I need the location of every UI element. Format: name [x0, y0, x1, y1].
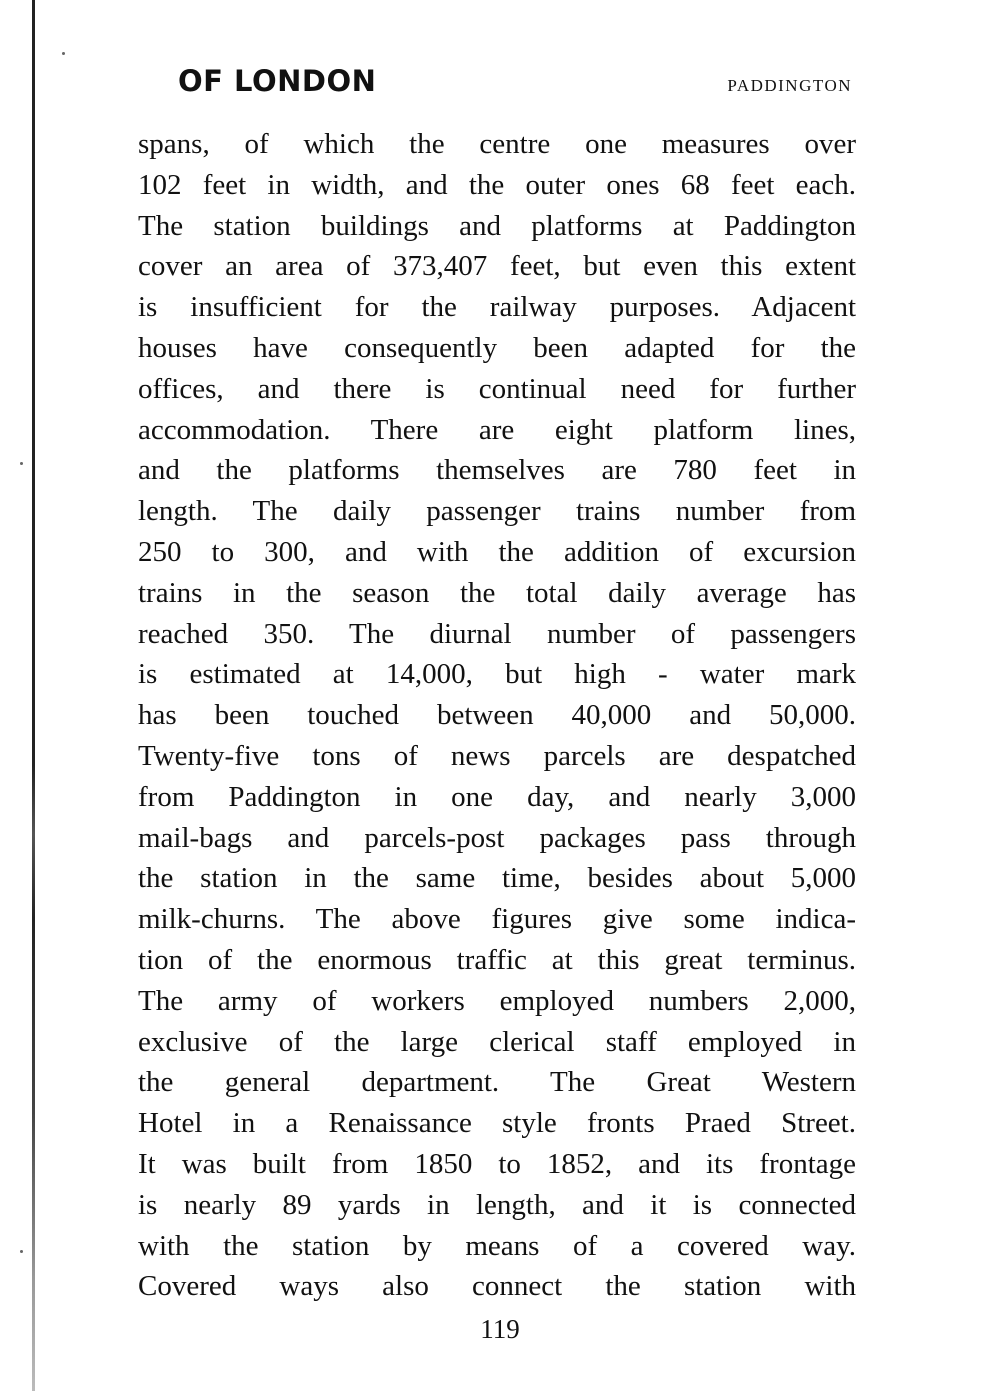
page-number: 119 [480, 1314, 520, 1344]
text-line: Hotel in a Renaissance style fronts Praed Street. [138, 1107, 856, 1140]
text-line: has been touched between 40,000 and 50,000. [138, 699, 856, 732]
binding-speck [20, 1250, 23, 1253]
binding-speck [20, 462, 23, 465]
text-line: Covered ways also connect the station with [138, 1270, 856, 1303]
text-line: milk-churns. The above figures give some indica- [138, 903, 856, 936]
text-line: cover an area of 373,407 feet, but even this extent [138, 250, 856, 283]
text-line: tion of the enormous traffic at this great terminus. [138, 943, 856, 976]
text-line: is nearly 89 yards in length, and it is connected [138, 1188, 856, 1221]
text-line: and the platforms themselves are 780 feet in [138, 454, 856, 487]
running-head-section: PADDINGTON [727, 76, 852, 95]
text-line: is insufficient for the railway purposes. Adjacent [138, 291, 856, 324]
text-line: the general department. The Great Western [138, 1066, 856, 1099]
text-line: Twenty-five tons of news parcels are despatched [138, 739, 856, 772]
text-line: is estimated at 14,000, but high - water mark [138, 658, 856, 691]
text-line: The army of workers employed numbers 2,000, [138, 984, 856, 1017]
text-line: with the station by means of a covered way. [138, 1229, 856, 1262]
running-head-title: OF LONDON [178, 64, 377, 98]
text-line: reached 350. The diurnal number of passengers [138, 617, 856, 650]
text-line: spans, of which the centre one measures over [138, 128, 856, 160]
text-line: mail-bags and parcels-post packages pass through [138, 821, 856, 854]
text-line: the station in the same time, besides about 5,000 [138, 862, 856, 895]
text-line: 102 feet in width, and the outer ones 68 feet each. [138, 168, 856, 201]
binding-edge-line [32, 0, 35, 1391]
text-line: offices, and there is continual need for further [138, 372, 856, 405]
text-line: length. The daily passenger trains number from [138, 495, 856, 528]
binding-speck [62, 52, 65, 55]
text-line: trains in the season the total daily average has [138, 576, 856, 609]
text-line: It was built from 1850 to 1852, and its frontage [138, 1147, 856, 1180]
text-line: accommodation. There are eight platform lines, [138, 413, 856, 446]
body-paragraph [138, 124, 856, 1307]
text-line: 250 to 300, and with the addition of excursion [138, 535, 856, 568]
text-line: houses have consequently been adapted for the [138, 331, 856, 364]
text-line: The station buildings and platforms at Paddington [138, 209, 856, 242]
text-line: exclusive of the large clerical staff employed in [138, 1025, 856, 1058]
text-line: from Paddington in one day, and nearly 3,000 [138, 780, 856, 813]
